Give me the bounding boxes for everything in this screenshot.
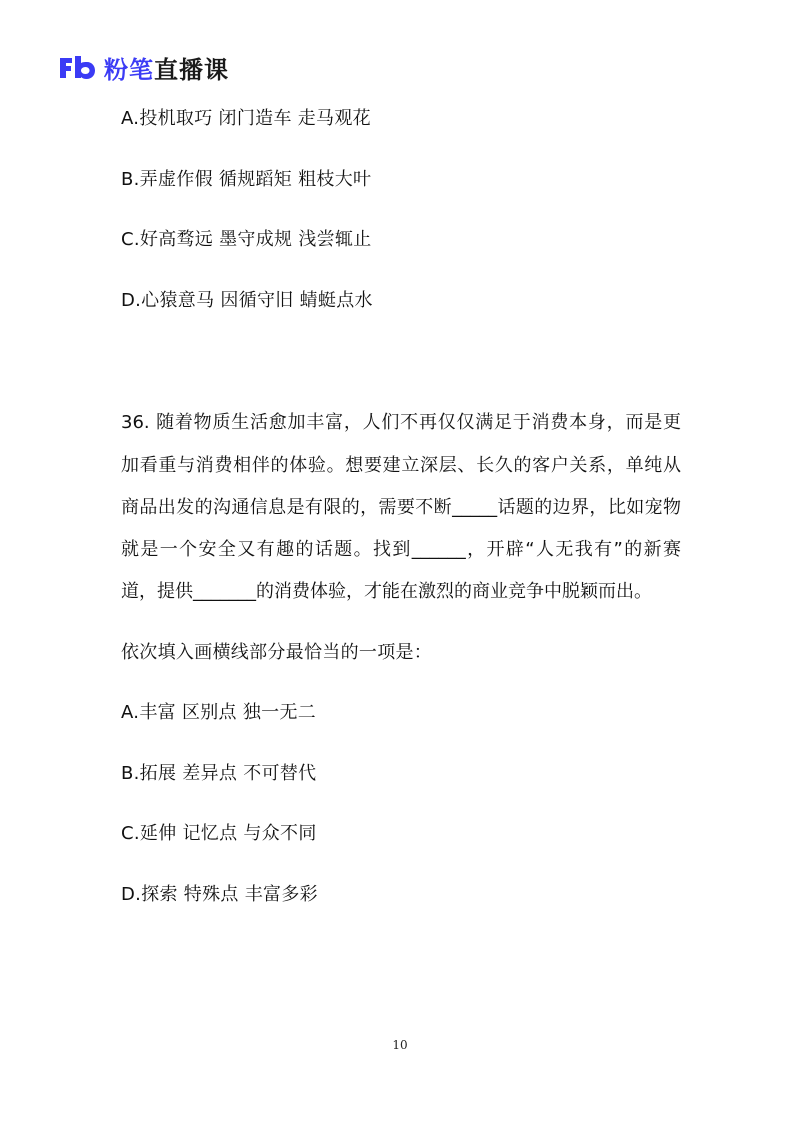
option-b: B.拓展 差异点 不可替代 (121, 763, 317, 784)
option-d: D.探索 特殊点 丰富多彩 (121, 884, 318, 905)
logo-product-text: 直播课 (154, 55, 229, 84)
prev-option-b: B.弄虚作假 循规蹈矩 粗枝大叶 (121, 169, 372, 190)
question-stem-line-4: 就是一个安全又有趣的话题。找到______，开辟“人无我有”的新赛 (121, 539, 681, 560)
prev-option-a: A.投机取巧 闭门造车 走马观花 (121, 108, 371, 129)
question-prompt: 依次填入画横线部分最恰当的一项是： (121, 642, 433, 663)
question-stem-line-3: 商品出发的沟通信息是有限的，需要不断_____话题的边界，比如宠物 (121, 497, 681, 518)
question-stem-line-1: 36. 随着物质生活愈加丰富，人们不再仅仅满足于消费本身，而是更 (121, 412, 681, 433)
fb-logo-icon (58, 54, 96, 80)
question-stem-line-2: 加看重与消费相伴的体验。想要建立深层、长久的客户关系，单纯从 (121, 455, 681, 476)
option-c: C.延伸 记忆点 与众不同 (121, 823, 317, 844)
prev-option-c: C.好高骛远 墨守成规 浅尝辄止 (121, 229, 372, 250)
page-number: 10 (392, 1038, 408, 1052)
logo-brand-text: 粉笔 (104, 55, 154, 84)
brand-logo (58, 50, 229, 84)
question-stem-line-5: 道，提供_______的消费体验，才能在激烈的商业竞争中脱颖而出。 (121, 581, 652, 602)
prev-option-d: D.心猿意马 因循守旧 蜻蜓点水 (121, 290, 373, 311)
option-a: A.丰富 区别点 独一无二 (121, 702, 317, 723)
logo-text (104, 50, 229, 85)
